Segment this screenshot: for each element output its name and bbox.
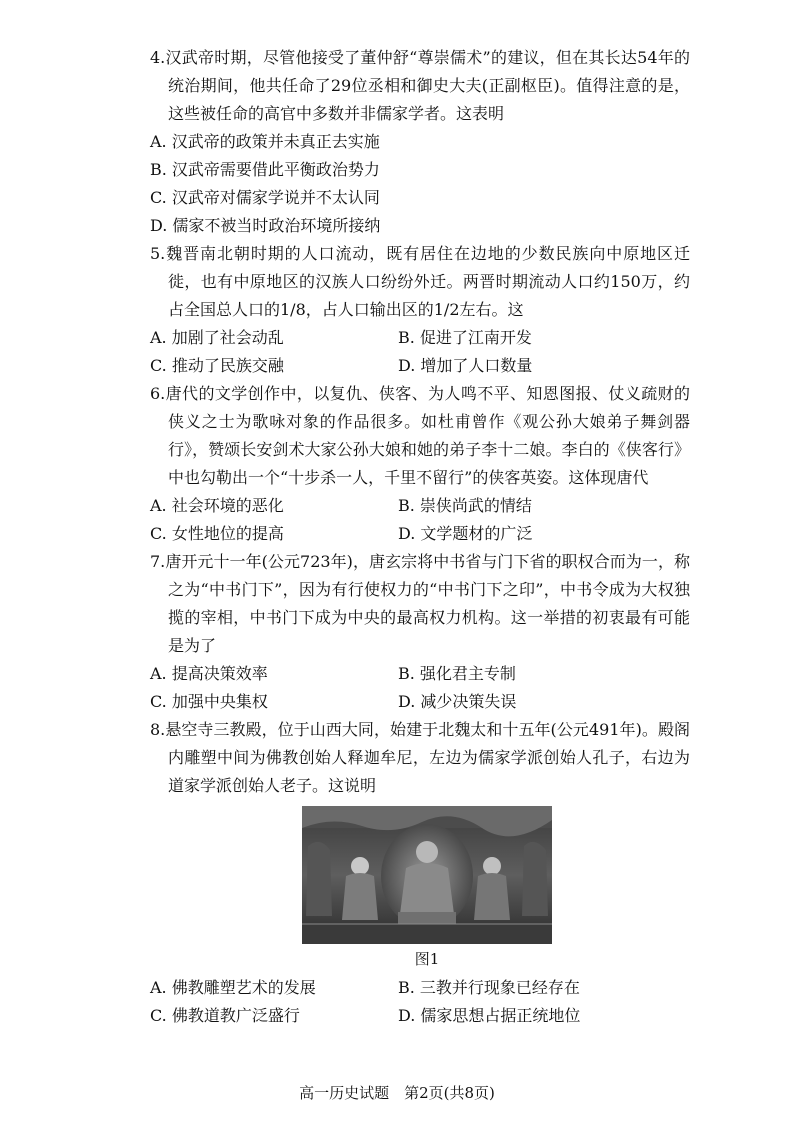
question-4 <box>150 44 690 240</box>
option-c[interactable]: C. 女性地位的提高 <box>150 524 284 543</box>
options <box>150 128 690 240</box>
option-c[interactable]: C. 汉武帝对儒家学说并不太认同 <box>150 188 380 207</box>
options <box>150 492 690 548</box>
option-c[interactable]: C. 加强中央集权 <box>150 692 268 711</box>
option-d[interactable]: D. 减少决策失误 <box>398 692 517 711</box>
options <box>150 660 690 716</box>
option-d[interactable]: D. 儒家不被当时政治环境所接纳 <box>150 216 381 235</box>
option-b[interactable]: B. 促进了江南开发 <box>398 328 532 347</box>
option-d[interactable]: D. 增加了人口数量 <box>398 356 533 375</box>
question-stem: 4.汉武帝时期，尽管他接受了董仲舒“尊崇儒术”的建议，但在其长达54年的统治期间，他共任命了29位丞相和御史大夫(正副枢臣)。值得注意的是，这些被任命的高官中多数并非儒家学者。这表明 <box>150 48 690 123</box>
option-b[interactable]: B. 崇侠尚武的情结 <box>398 496 532 515</box>
question-6 <box>150 380 690 548</box>
option-a[interactable]: A. 加剧了社会动乱 <box>150 328 284 347</box>
options <box>150 974 690 1030</box>
exam-page <box>150 44 690 1030</box>
question-stem: 7.唐开元十一年(公元723年)，唐玄宗将中书省与门下省的职权合而为一，称之为“中书门下”，因为有行使权力的“中书门下之印”，中书令成为大权独揽的宰相，中书门下成为中央的最高权力机构。这一举措的初衷最有可能是为了 <box>150 552 690 655</box>
option-b[interactable]: B. 三教并行现象已经存在 <box>398 978 580 997</box>
options <box>150 324 690 380</box>
option-a[interactable]: A. 社会环境的恶化 <box>150 496 284 515</box>
option-a[interactable]: A. 提高决策效率 <box>150 664 268 683</box>
option-b[interactable]: B. 汉武帝需要借此平衡政治势力 <box>150 160 380 179</box>
option-a[interactable]: A. 佛教雕塑艺术的发展 <box>150 978 316 997</box>
question-stem: 8.悬空寺三教殿，位于山西大同，始建于北魏太和十五年(公元491年)。殿阁内雕塑中间为佛教创始人释迦牟尼，左边为儒家学派创始人孔子，右边为道家学派创始人老子。这说明 <box>150 720 690 795</box>
figure-caption: 图1 <box>414 950 440 968</box>
option-d[interactable]: D. 儒家思想占据正统地位 <box>398 1006 581 1025</box>
option-c[interactable]: C. 佛教道教广泛盛行 <box>150 1006 300 1025</box>
question-stem: 5.魏晋南北朝时期的人口流动，既有居住在边地的少数民族向中原地区迁徙，也有中原地区的汉族人口纷纷外迁。两晋时期流动人口约150万，约占全国总人口的1/8，占人口输出区的1/2左右。这 <box>150 244 690 319</box>
question-stem: 6.唐代的文学创作中，以复仇、侠客、为人鸣不平、知恩图报、仗义疏财的侠义之士为歌咏对象的作品很多。如杜甫曾作《观公孙大娘弟子舞剑器行》，赞颂长安剑术大家公孙大娘和她的弟子李十二娘。李白的《侠客行》中也勾勒出一个“十步杀一人，千里不留行”的侠客英姿。这体现唐代 <box>150 384 690 487</box>
figure-1 <box>150 806 690 974</box>
question-5 <box>150 240 690 380</box>
option-a[interactable]: A. 汉武帝的政策并未真正去实施 <box>150 132 380 151</box>
question-7 <box>150 548 690 716</box>
option-c[interactable]: C. 推动了民族交融 <box>150 356 284 375</box>
option-d[interactable]: D. 文学题材的广泛 <box>398 524 533 543</box>
question-8 <box>150 716 690 1030</box>
option-b[interactable]: B. 强化君主专制 <box>398 664 516 683</box>
page-footer: 高一历史试题 第2页(共8页) <box>299 1084 495 1102</box>
sculpture-photo <box>302 806 552 944</box>
